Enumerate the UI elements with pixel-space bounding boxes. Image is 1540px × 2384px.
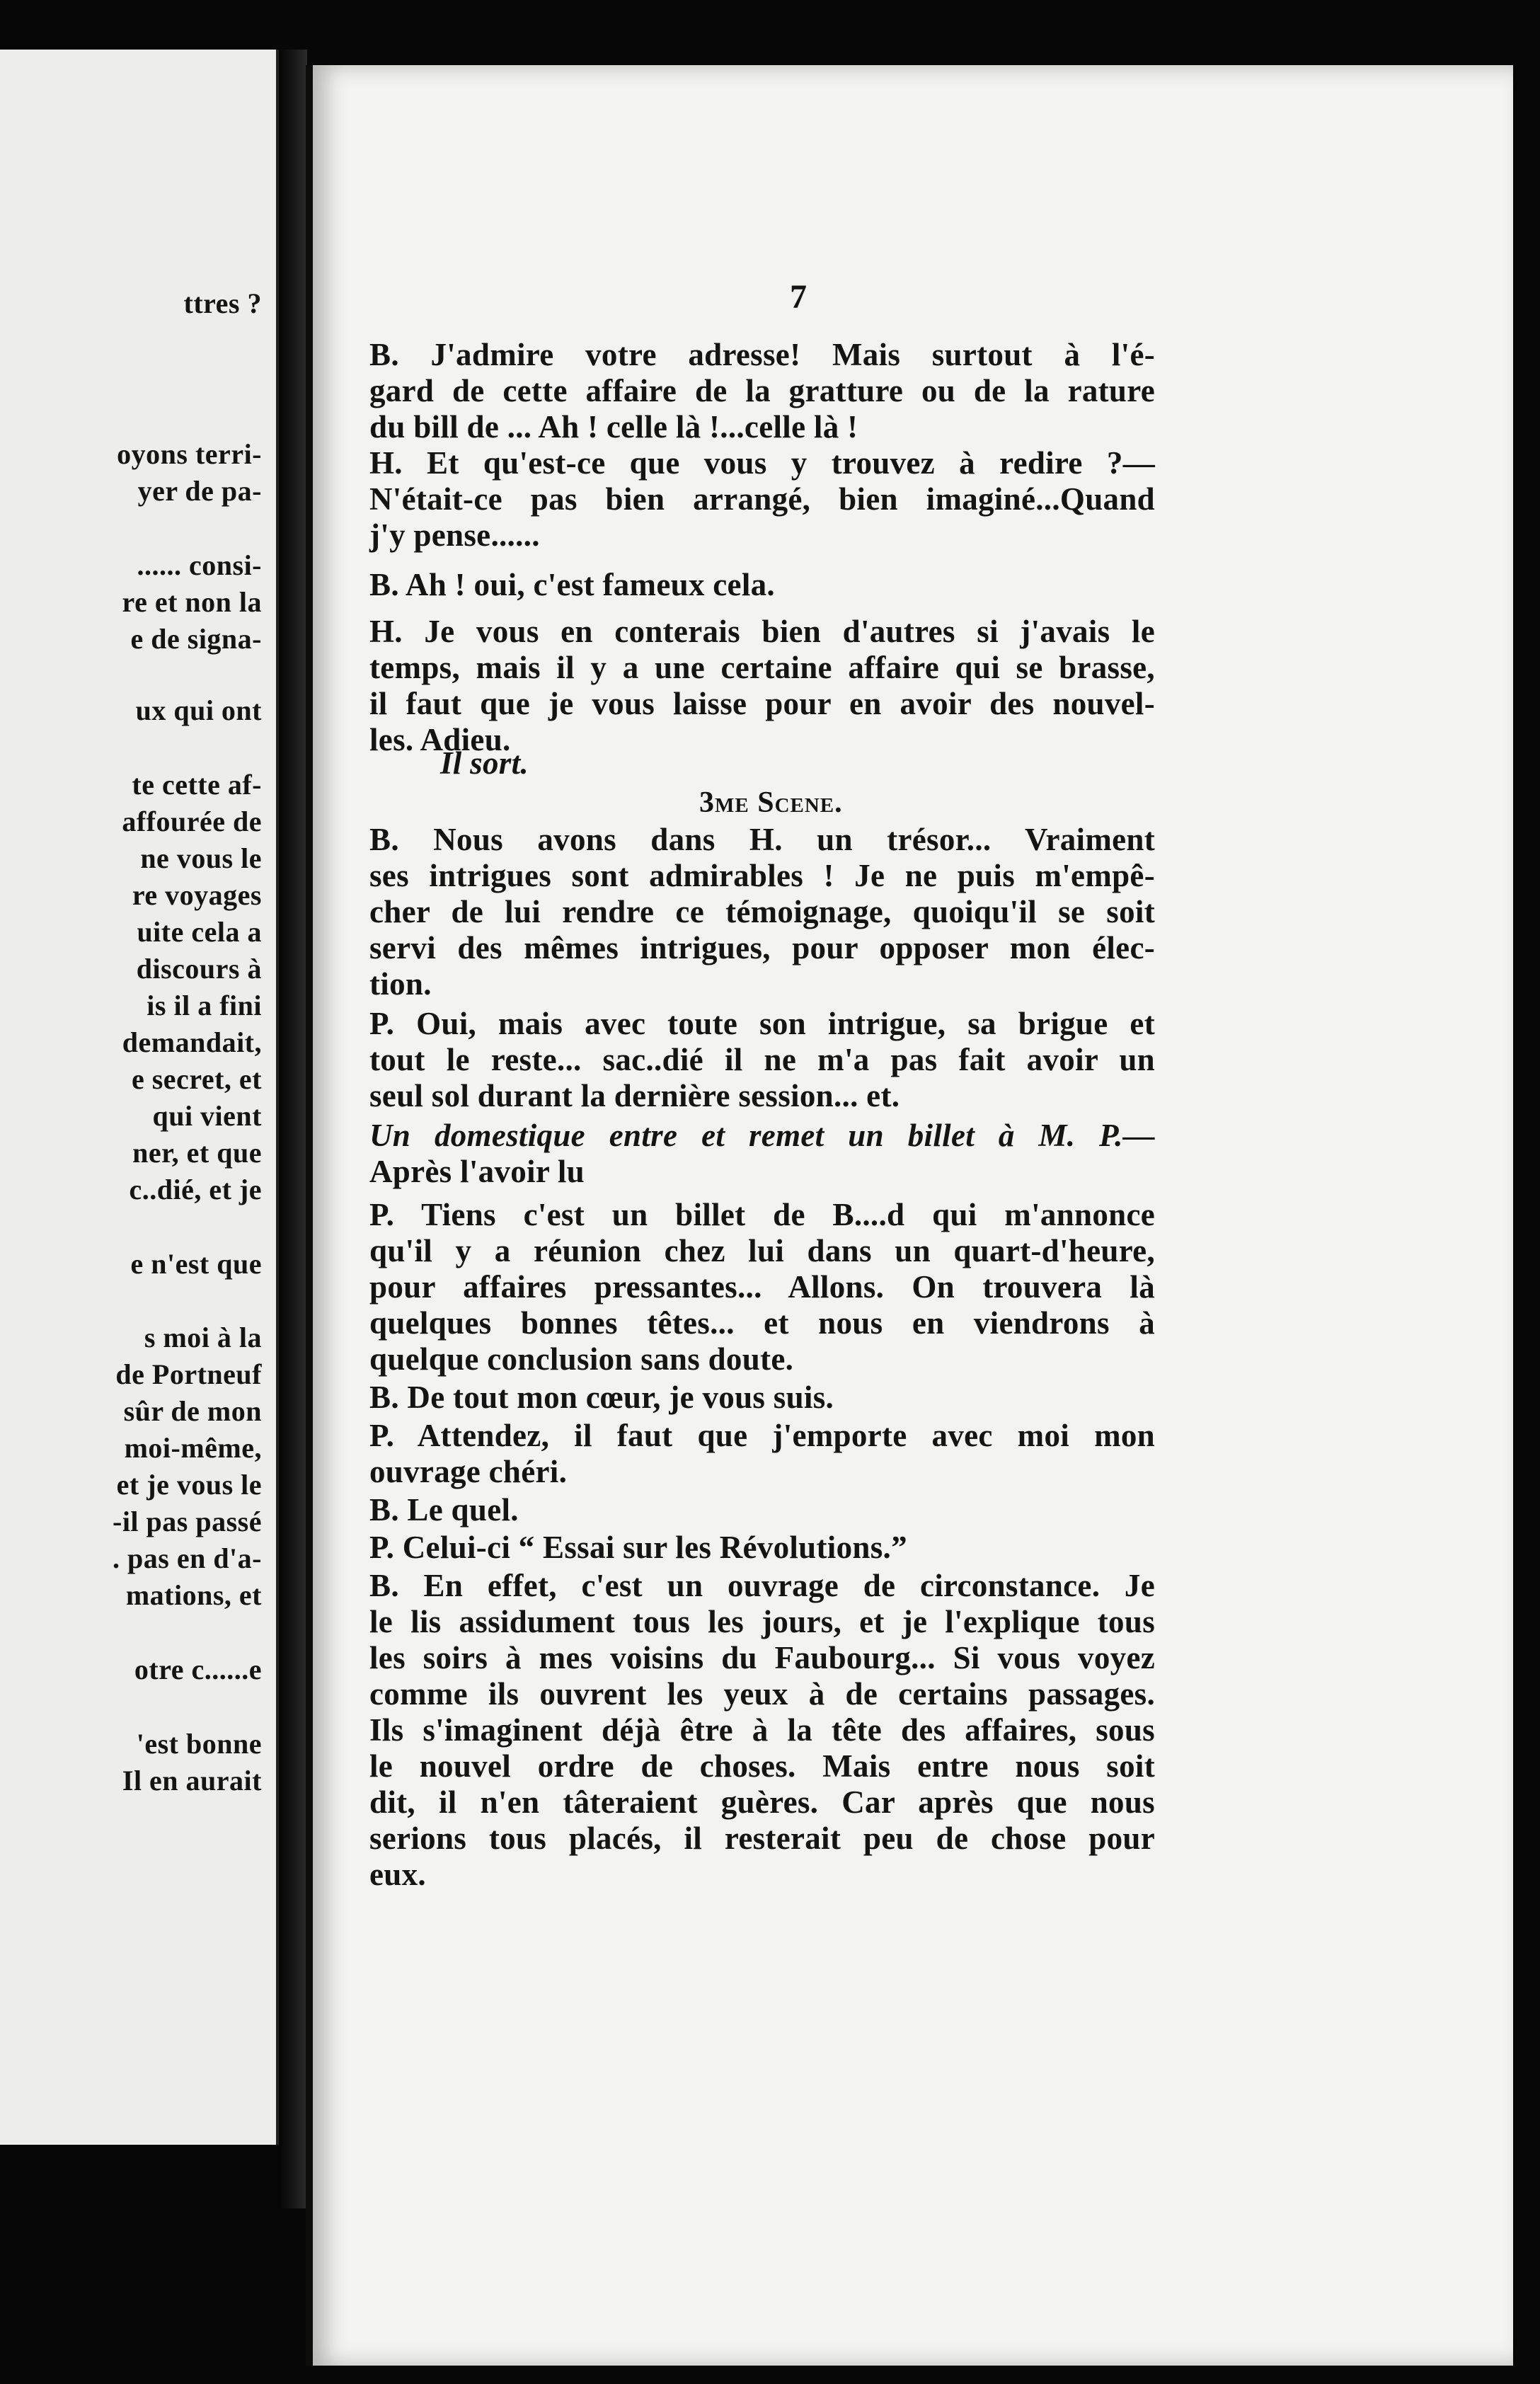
left-page-line: et je vous le	[116, 1469, 262, 1501]
text-line: B. Le quel.	[369, 1492, 519, 1528]
left-page-line: ux qui ont	[135, 694, 262, 726]
left-page-line: ne vous le	[140, 842, 262, 874]
text-line: B. Ah ! oui, c'est fameux cela.	[369, 567, 775, 602]
book-spine	[279, 50, 307, 2208]
stage-direction-line: Il sort.	[440, 745, 529, 781]
previous-page-fragment	[0, 50, 279, 2145]
text-line: ses intrigues sont admirables ! Je ne puis m'empê-	[369, 858, 1155, 893]
text-line: Après l'avoir lu	[369, 1154, 585, 1189]
left-page-line: yer de pa-	[137, 475, 262, 507]
text-line: gard de cette affaire de la gratture ou de la rature	[369, 373, 1155, 408]
text-line: servi des mêmes intrigues, pour opposer mon élec-	[369, 930, 1155, 965]
left-page-line: re et non la	[122, 586, 262, 618]
scene-heading: 3me Scene.	[699, 786, 843, 819]
left-page-line: e n'est que	[130, 1248, 262, 1280]
left-page-line: te cette af-	[132, 769, 262, 801]
text-line: serions tous placés, il resterait peu de chose pour	[369, 1821, 1155, 1856]
text-line: les. Adieu.	[369, 722, 511, 757]
text-line: B. Nous avons dans H. un trésor... Vraiment	[369, 822, 1155, 857]
left-page-line: -il pas passé	[113, 1506, 262, 1537]
left-page-line: 'est bonne	[136, 1728, 262, 1760]
text-line: P. Tiens c'est un billet de B....d qui m'annonce	[369, 1197, 1155, 1232]
left-page-line: otre c......e	[134, 1654, 262, 1685]
left-page-line: ner, et que	[132, 1137, 262, 1169]
text-line: quelque conclusion sans doute.	[369, 1341, 794, 1377]
text-line: du bill de ... Ah ! celle là !...celle là !	[369, 409, 858, 445]
left-page-line: demandait,	[122, 1026, 262, 1058]
text-line: P. Attendez, il faut que j'emporte avec moi mon	[369, 1418, 1155, 1453]
left-page-line: discours à	[136, 953, 262, 985]
left-page-line: sûr de mon	[123, 1395, 262, 1427]
text-line: le nouvel ordre de choses. Mais entre nous soit	[369, 1748, 1155, 1784]
left-page-line: s moi à la	[144, 1322, 262, 1353]
text-line: il faut que je vous laisse pour en avoir des nouvel-	[369, 686, 1155, 721]
text-line: H. Je vous en conterais bien d'autres si j'avais le	[369, 614, 1155, 649]
text-line: cher de lui rendre ce témoignage, quoiqu'il se soit	[369, 894, 1155, 929]
left-page-line: Il en aurait	[122, 1765, 262, 1796]
text-line: Ils s'imaginent déjà être à la tête des affaires, sous	[369, 1712, 1155, 1748]
left-page-line: ...... consi-	[137, 549, 262, 581]
left-page-line: oyons terri-	[117, 438, 262, 470]
text-line: P. Celui-ci “ Essai sur les Révolutions.”	[369, 1530, 907, 1565]
left-page-line: uite cela a	[137, 916, 262, 948]
text-line: B. J'admire votre adresse! Mais surtout à l'é-	[369, 337, 1155, 372]
text-line: j'y pense......	[369, 517, 540, 553]
left-page-line: e secret, et	[131, 1063, 262, 1095]
text-line: pour affaires pressantes... Allons. On trouvera là	[369, 1269, 1155, 1305]
left-page-line: mations, et	[125, 1579, 262, 1611]
text-line: ouvrage chéri.	[369, 1454, 568, 1489]
text-line: N'était-ce pas bien arrangé, bien imaginé...Quand	[369, 481, 1155, 517]
text-line: comme ils ouvrent les yeux à de certains passages.	[369, 1676, 1155, 1712]
text-line: B. De tout mon cœur, je vous suis.	[369, 1380, 834, 1415]
left-page-line: re voyages	[132, 879, 262, 911]
text-line: tout le reste... sac..dié il ne m'a pas fait avoir un	[369, 1042, 1155, 1077]
text-line: les soirs à mes voisins du Faubourg... Si vous voyez	[369, 1640, 1155, 1675]
left-page-line: c..dié, et je	[129, 1174, 262, 1205]
text-line: qu'il y a réunion chez lui dans un quart-d'heure,	[369, 1233, 1155, 1268]
page-number: 7	[790, 278, 807, 316]
stage-direction-line: Un domestique entre et remet un billet à M. P.—	[369, 1118, 1155, 1153]
text-line: H. Et qu'est-ce que vous y trouvez à redire ?—	[369, 445, 1155, 481]
left-page-line: affourée de	[122, 806, 262, 837]
left-page-line: is il a fini	[146, 990, 262, 1021]
text-line: seul sol durant la dernière session... et.	[369, 1078, 900, 1113]
left-page-line: moi-même,	[124, 1432, 262, 1464]
text-line: tion.	[369, 966, 432, 1002]
left-page-line: ttres ?	[183, 287, 262, 319]
text-line: B. En effet, c'est un ouvrage de circonstance. Je	[369, 1568, 1155, 1603]
text-line: quelques bonnes têtes... et nous en viendrons à	[369, 1305, 1155, 1341]
left-page-line: de Portneuf	[115, 1358, 262, 1390]
text-line: eux.	[369, 1857, 426, 1892]
text-line: P. Oui, mais avec toute son intrigue, sa brigue et	[369, 1006, 1155, 1041]
text-line: le lis assidument tous les jours, et je l'explique tous	[369, 1604, 1155, 1639]
text-line: dit, il n'en tâteraient guères. Car après que nous	[369, 1784, 1155, 1820]
text-line: temps, mais il y a une certaine affaire qui se brasse,	[369, 650, 1155, 685]
left-page-line: . pas en d'a-	[113, 1542, 262, 1574]
left-page-line: qui vient	[152, 1100, 262, 1132]
left-page-line: e de signa-	[130, 623, 262, 655]
